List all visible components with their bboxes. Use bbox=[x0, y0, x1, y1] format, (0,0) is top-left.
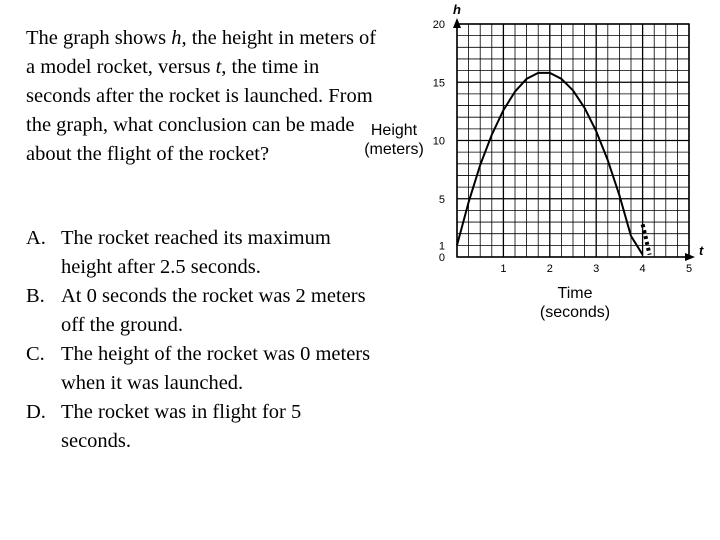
question-intro: The graph shows bbox=[26, 27, 172, 49]
x-tick-label: 1 bbox=[500, 263, 507, 275]
x-axis-arrow bbox=[685, 253, 695, 261]
question-var-t: t bbox=[215, 56, 222, 78]
y-axis-name: h bbox=[453, 2, 461, 17]
height-curve-dashed bbox=[643, 224, 650, 254]
answer-letter: B. bbox=[26, 285, 45, 307]
y-tick-label: 15 bbox=[432, 77, 445, 90]
answer-text: The rocket was in flight for 5 seconds. bbox=[61, 401, 302, 452]
y-tick-label: 10 bbox=[432, 135, 445, 148]
x-axis-label-line1: Time bbox=[557, 285, 593, 302]
x-tick-label: 4 bbox=[639, 263, 646, 275]
x-tick-label: 3 bbox=[593, 263, 600, 275]
y-axis-label-line2: (meters) bbox=[364, 141, 424, 158]
answer-text: The rocket reached its maximum height after 2.5 seconds. bbox=[61, 227, 331, 278]
y-axis-label-line1: Height bbox=[370, 122, 418, 139]
x-tick-label: 5 bbox=[685, 263, 693, 275]
y-tick-label: 0 bbox=[438, 252, 445, 264]
x-tick-label: 2 bbox=[546, 263, 553, 275]
grid-lines bbox=[457, 24, 689, 257]
question-mid1: , the height in meters of a model rocket, versus bbox=[26, 27, 377, 78]
question-mid2: , the time in seconds after the rocket is launched. From the graph, what conclusion can be made about the flight of the rocket? bbox=[26, 56, 373, 165]
y-tick-label: 5 bbox=[438, 193, 445, 206]
y-axis-arrow bbox=[453, 18, 461, 28]
x-axis-label-line2: (seconds) bbox=[539, 304, 611, 321]
answer-letter: C. bbox=[26, 343, 45, 365]
answer-text: The height of the rocket was 0 meters when it was launched. bbox=[61, 343, 371, 394]
question-var-h: h bbox=[171, 27, 182, 49]
y-tick-label: 20 bbox=[432, 19, 445, 31]
x-axis-name: t bbox=[699, 243, 704, 258]
answer-letter: A. bbox=[26, 227, 46, 249]
y-tick-label: 1 bbox=[438, 240, 445, 253]
answer-letter: D. bbox=[26, 401, 46, 423]
answer-text: At 0 seconds the rocket was 2 meters off the ground. bbox=[61, 285, 366, 336]
